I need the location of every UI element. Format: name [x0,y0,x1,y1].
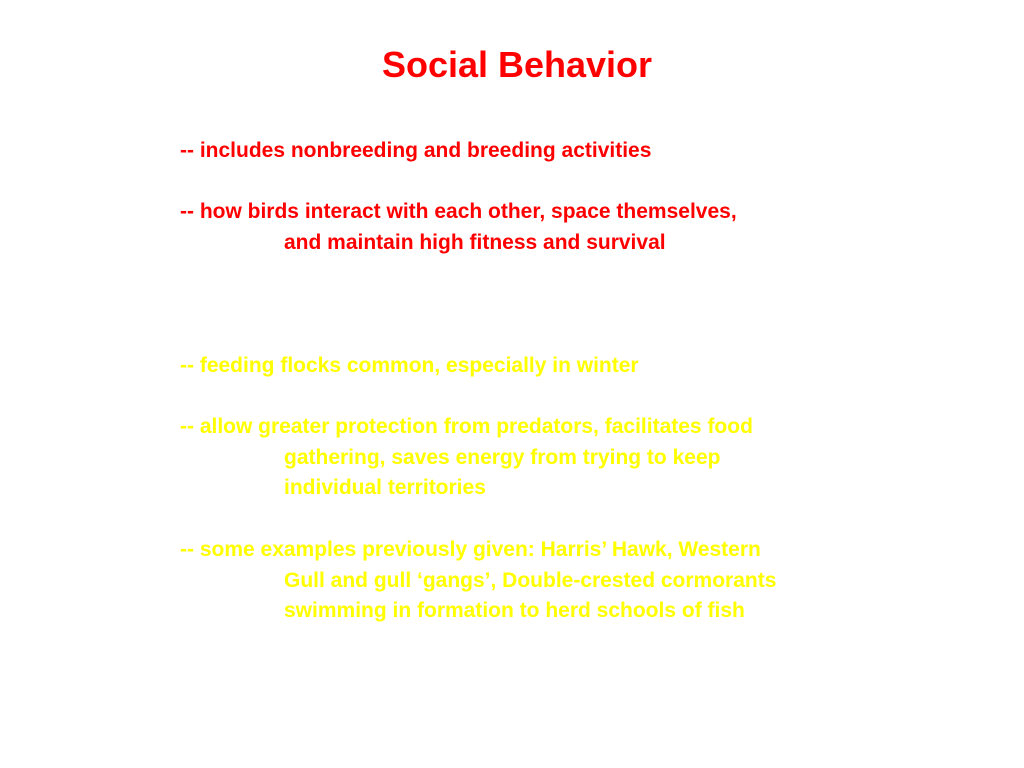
bullet-interaction-spacing [180,197,940,258]
bullet-continuation-line: and maintain high fitness and survival [284,230,666,254]
bullet-line: -- includes nonbreeding and breeding activities [180,139,652,162]
bullet-continuation-line: gathering, saves energy from trying to keep [284,445,721,469]
bullet-continuation-line: swimming in formation to herd schools of fish [284,599,745,622]
bullet-feeding-flocks [180,351,940,382]
bullet-line: -- feeding flocks common, especially in winter [180,354,639,377]
bullet-line: -- allow greater protection from predators, facilitates food [180,415,753,438]
bullet-flock-benefits [180,412,940,504]
bullet-line: -- how birds interact with each other, space themselves, [180,200,737,223]
bullet-line: -- some examples previously given: Harris’ Hawk, Western [180,538,761,561]
bullet-nonbreeding-breeding [180,136,940,167]
bullet-continuation-line: Gull and gull ‘gangs’, Double-crested cormorants [284,568,777,592]
slide-title: Social Behavior [381,44,653,85]
bullet-examples [180,535,940,627]
bullet-continuation-line: individual territories [284,476,486,499]
